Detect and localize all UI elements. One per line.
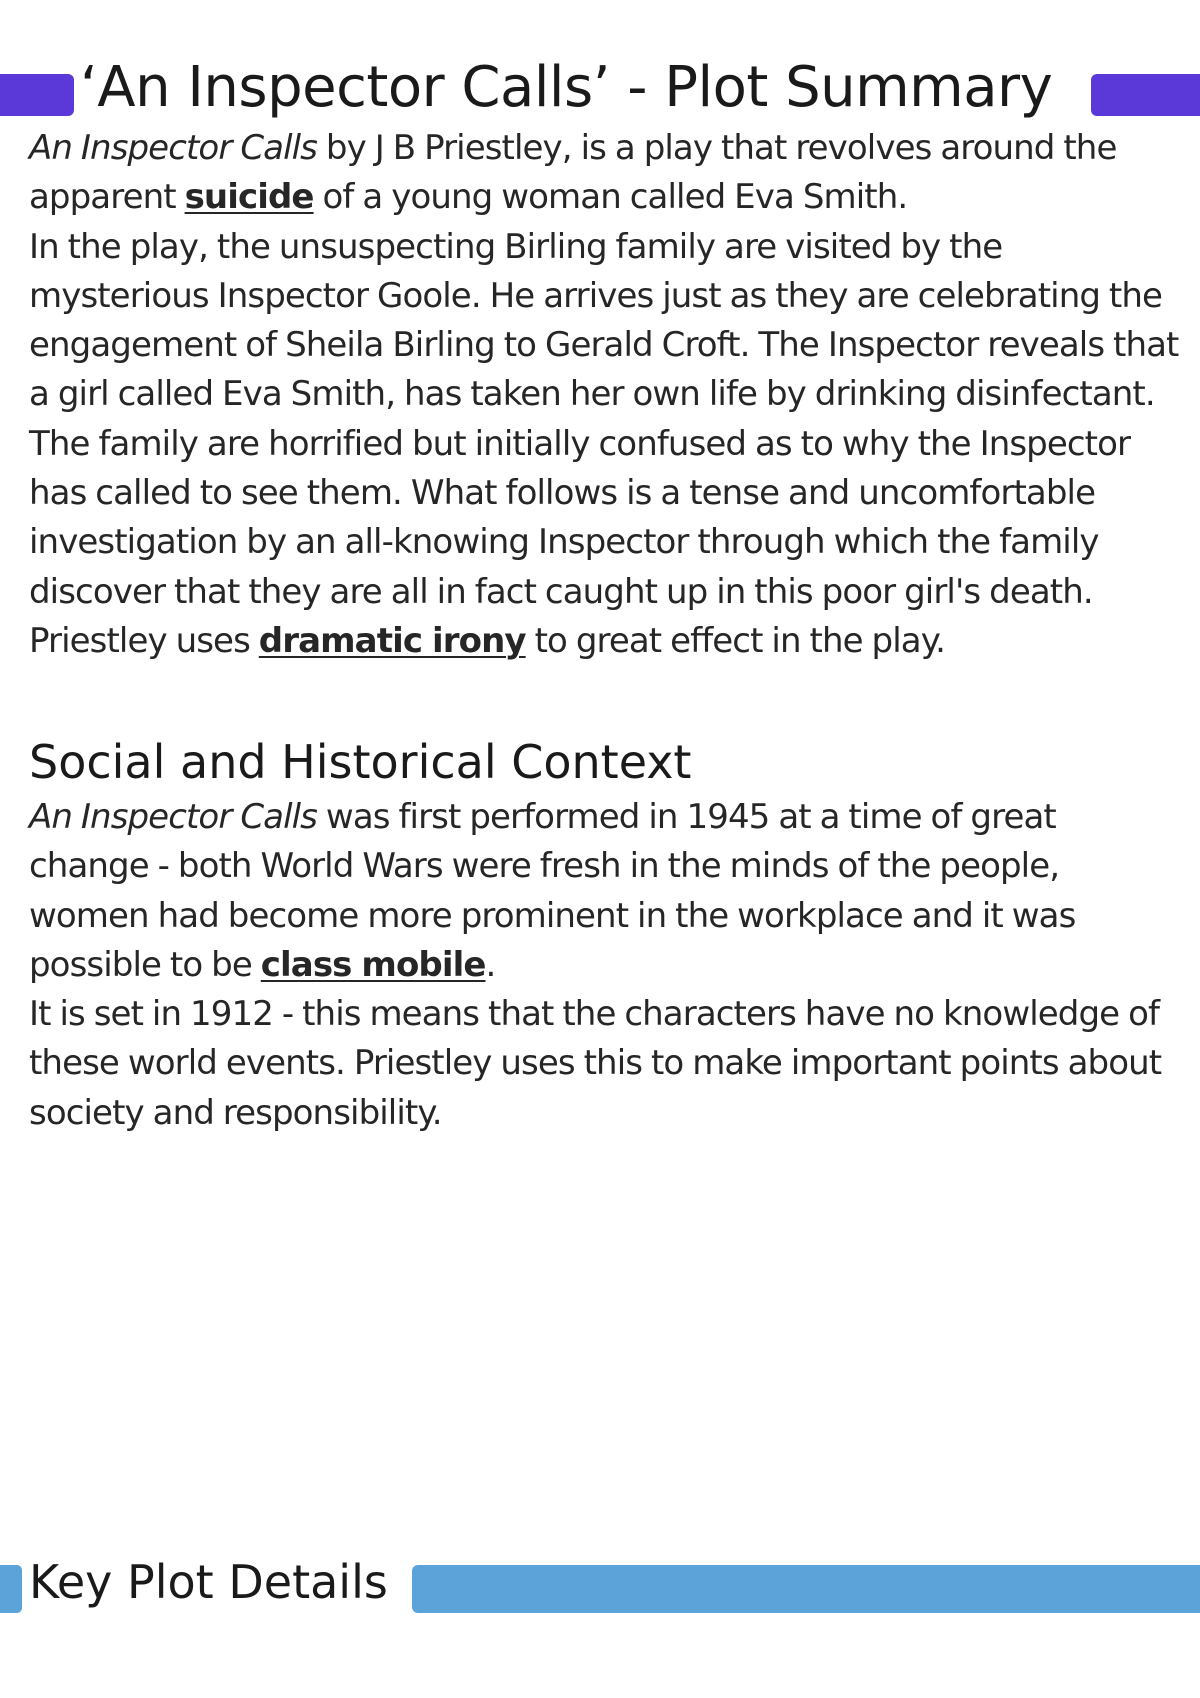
plot-irony-text-b: to great effect in the play. — [525, 620, 945, 661]
key-term-suicide: suicide — [184, 177, 314, 218]
key-plot-accent-bar-right — [412, 1565, 1200, 1613]
title-accent-bar-left — [0, 74, 74, 116]
key-plot-accent-bar-left — [0, 1565, 22, 1613]
context-text — [29, 793, 1179, 1138]
plot-paragraph-intro — [29, 124, 1179, 223]
key-term-dramatic-irony: dramatic irony — [258, 620, 526, 661]
plot-intro-text-b: of a young woman called Eva Smith. — [313, 177, 908, 218]
context-paragraph-performance — [29, 793, 1179, 990]
page-title: ‘An Inspector Calls’ - Plot Summary — [80, 55, 1053, 120]
plot-paragraph-story: In the play, the unsuspecting Birling family are visited by the mysterious Inspector Goole. He arrives just as they are celebrating the engagement of Sheila Birling to Gerald Croft. The Inspector reveals that a girl called Eva Smith, has taken her own life by drinking disinfectant. The family are horrified but initially confused as to why the Inspector has called to see them. What follows is a tense and uncomfortable investigation by an all-knowing Inspector through which the family discover that they are all in fact caught up in this poor girl's death. — [29, 226, 1179, 612]
play-title: An Inspector Calls — [29, 128, 317, 168]
plot-intro-text-a: by J B Priestley, is a play that revolves around the apparent — [29, 128, 1117, 218]
context-heading: Social and Historical Context — [29, 735, 692, 789]
context-text-a: was first performed in 1945 at a time of great change - both World Wars were fresh in the minds of the people, women had become more prominent in the workplace and it was possible to be — [29, 797, 1076, 985]
context-paragraph-setting: It is set in 1912 - this means that the characters have no knowledge of these world events. Priestley uses this to make important points about society and responsibility. — [29, 994, 1162, 1133]
plot-paragraph-irony — [29, 617, 1179, 666]
play-title: An Inspector Calls — [29, 797, 317, 837]
plot-irony-text-a: Priestley uses — [29, 620, 259, 661]
key-plot-heading: Key Plot Details — [29, 1555, 388, 1609]
key-term-class-mobile: class mobile — [260, 944, 486, 985]
title-accent-bar-right — [1091, 74, 1200, 116]
context-text-b: . — [485, 944, 496, 985]
plot-summary-text — [29, 124, 1179, 666]
